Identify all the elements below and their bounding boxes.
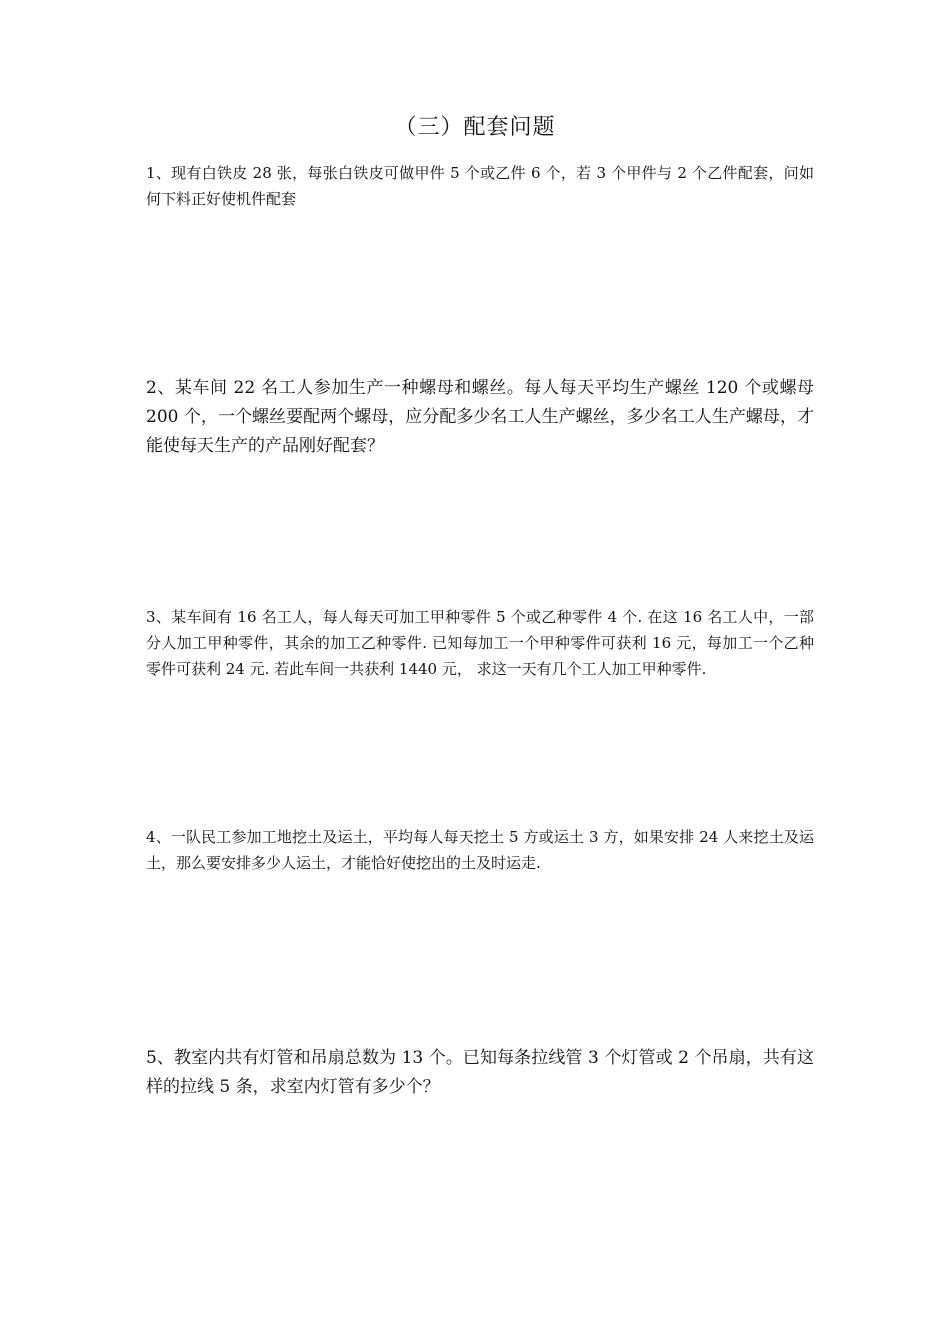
problem-1: 1、现有白铁皮 28 张，每张白铁皮可做甲件 5 个或乙件 6 个，若 3 个甲件与 2 个乙件配套，问如何下料正好使机件配套 <box>146 164 814 208</box>
problem-2: 2、某车间 22 名工人参加生产一种螺母和螺丝。每人每天平均生产螺丝 120 个或螺母 200 个，一个螺丝要配两个螺母，应分配多少名工人生产螺丝，多少名工人生产螺母，才能使每天生产的产品刚好配套？ <box>146 378 814 456</box>
page-title: （三）配套问题 <box>394 115 556 140</box>
problem-3: 3、某车间有 16 名工人，每人每天可加工甲种零件 5 个或乙种零件 4 个. 在这 16 名工人中，一部分人加工甲种零件，其余的加工乙种零件. 已知每加工一个甲种零件可获利 16 元，每加工一个乙种零件可获利 24 元. 若此车间一共获利 1440 元， 求这一天有几个工人加工甲种零件. <box>146 608 814 678</box>
problem-5: 5、教室内共有灯管和吊扇总数为 13 个。已知每条拉线管 3 个灯管或 2 个吊扇，共有这样的拉线 5 条，求室内灯管有多少个？ <box>146 1048 814 1097</box>
problem-4: 4、一队民工参加工地挖土及运土，平均每人每天挖土 5 方或运土 3 方，如果安排 24 人来挖土及运土，那么要安排多少人运土，才能恰好使挖出的土及时运走. <box>146 828 814 872</box>
